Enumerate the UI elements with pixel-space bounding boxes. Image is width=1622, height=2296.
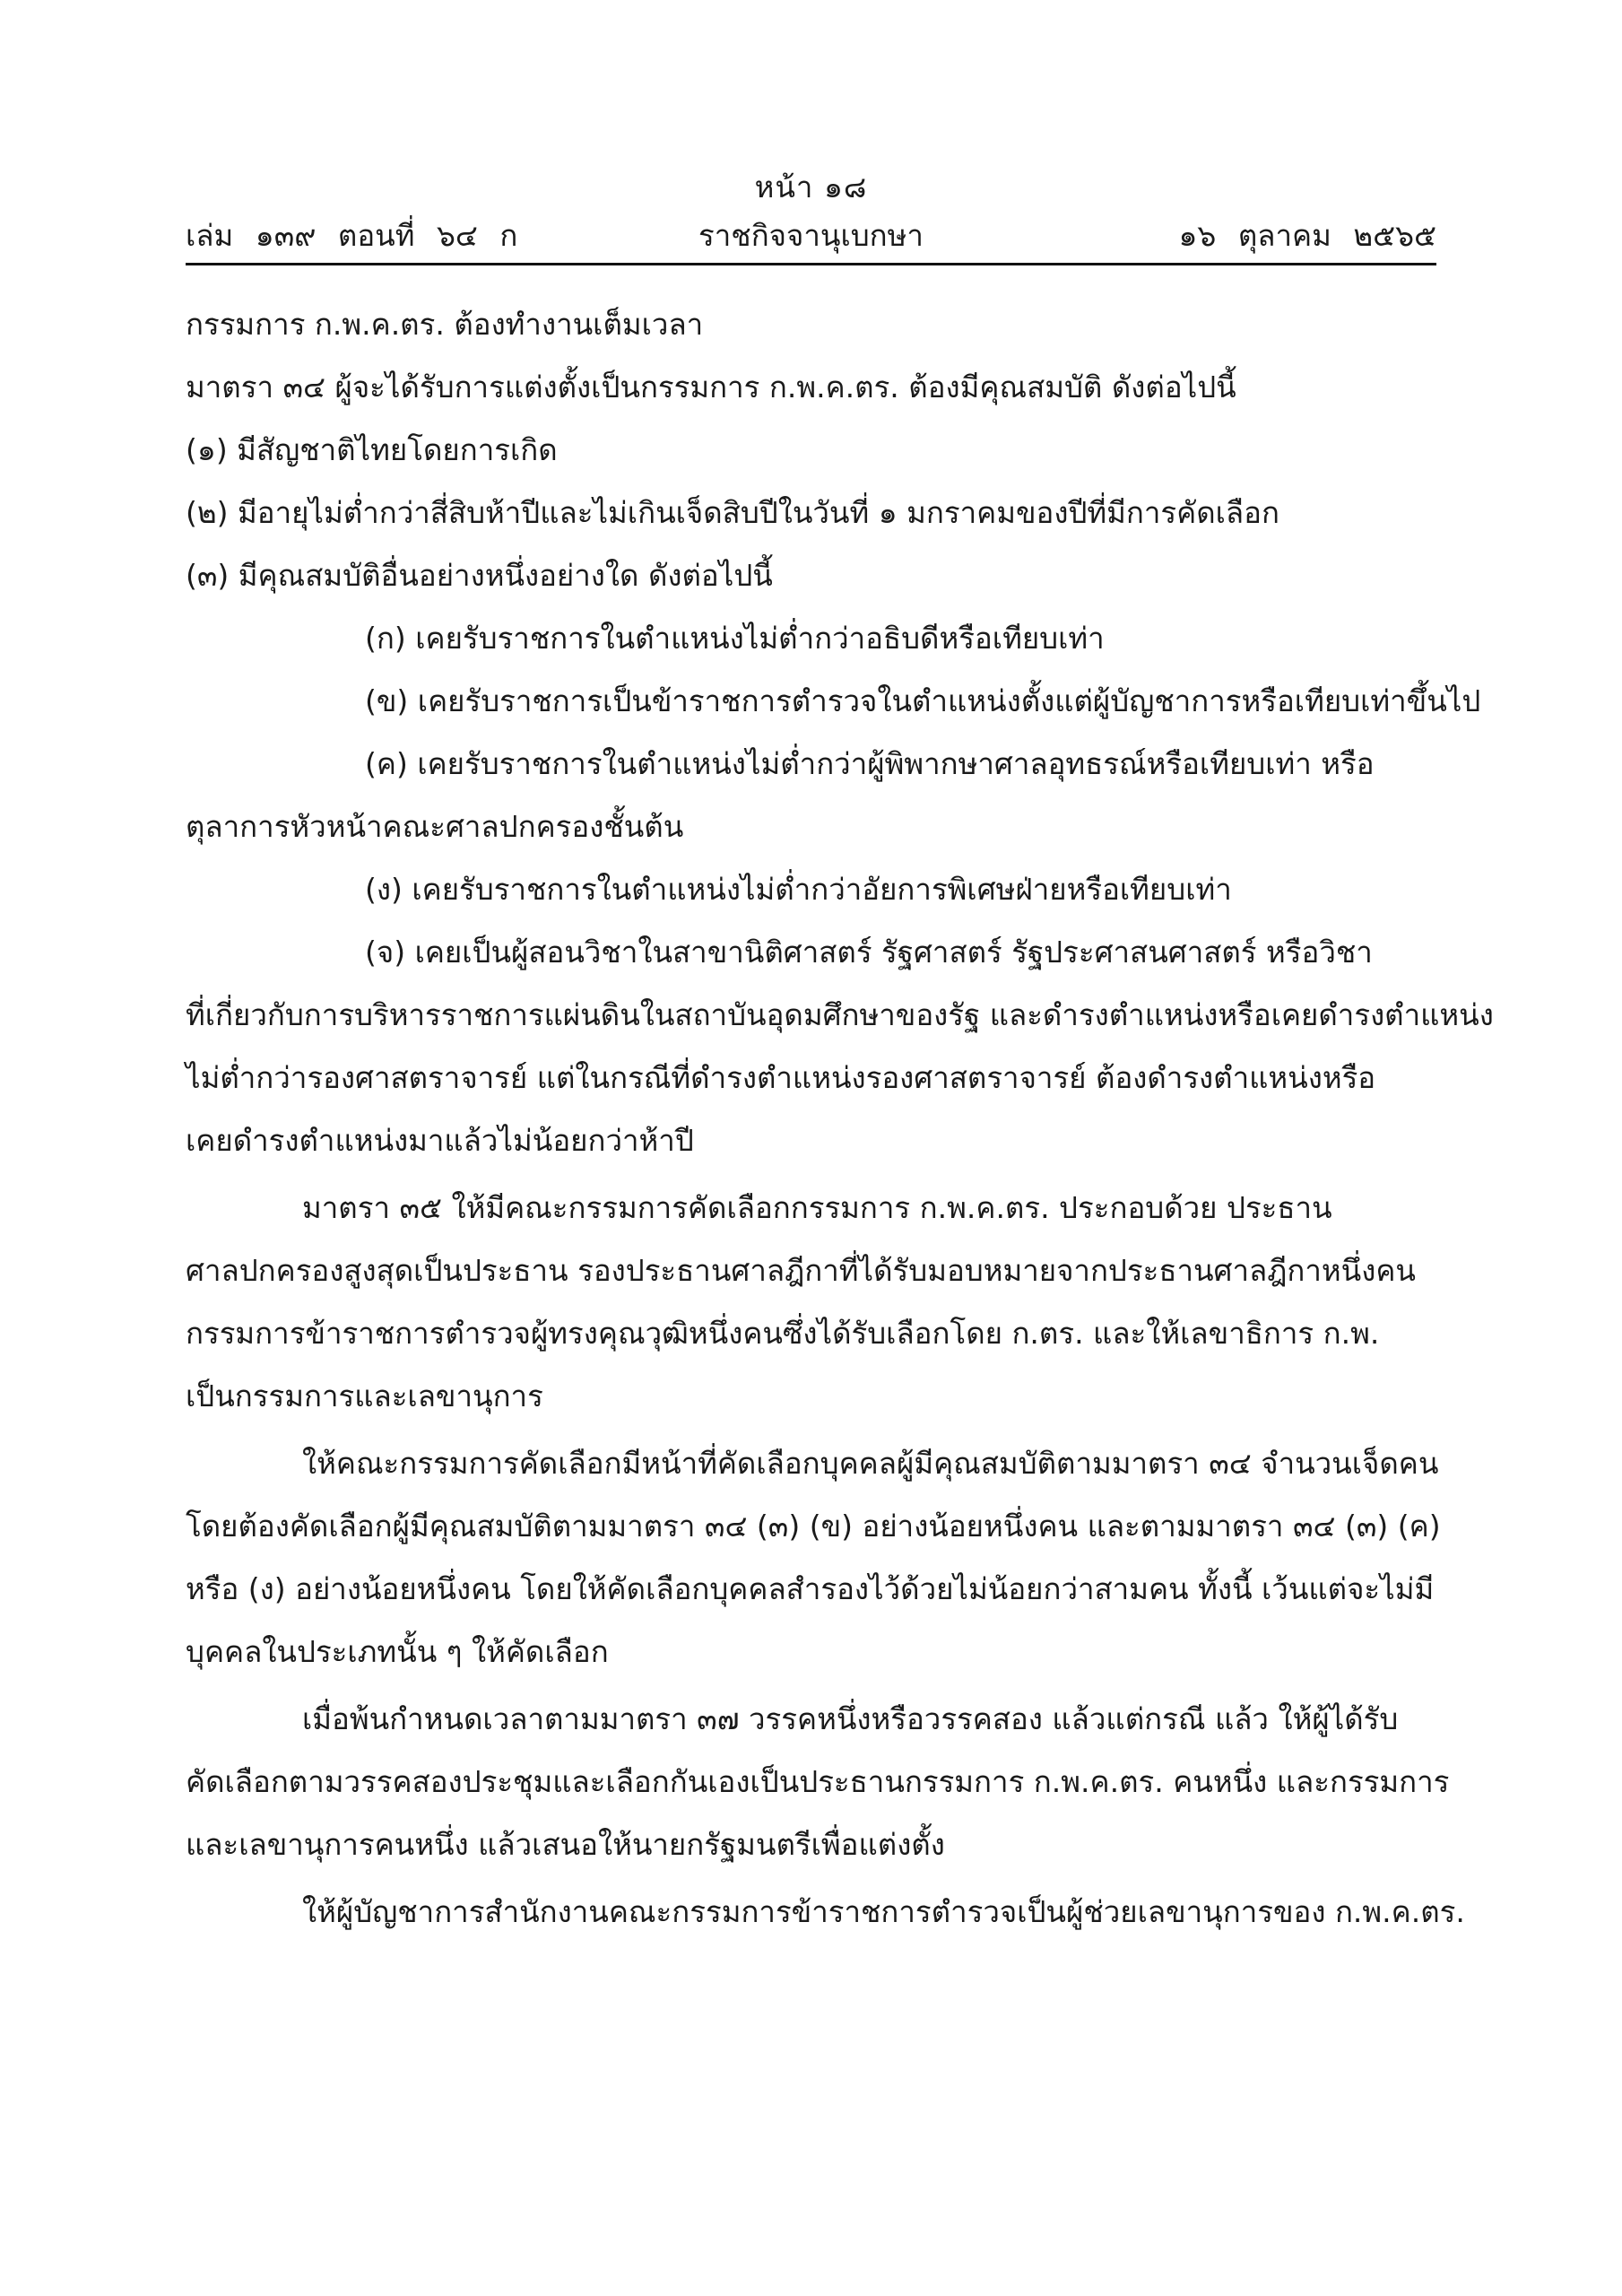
section-35-heading: มาตรา ๓๕ ให้มีคณะกรรมการคัดเลือกกรรมการ ก.พ.ค.ตร. ประกอบด้วย ประธาน	[302, 1190, 1332, 1225]
text-line: ไม่ต่ำกว่ารองศาสตราจารย์ แต่ในกรณีที่ดำรงตำแหน่งรองศาสตราจารย์ ต้องดำรงตำแหน่งหรือ	[186, 1060, 1376, 1095]
list-item-3: (๓) มีคุณสมบัติอื่นอย่างหนึ่งอย่างใด ดังต่อไปนี้	[186, 558, 773, 593]
text-line: โดยต้องคัดเลือกผู้มีคุณสมบัติตามมาตรา ๓๔ (๓) (ข) อย่างน้อยหนึ่งคน และตามมาตรา ๓๔ (๓) (ค)	[186, 1509, 1441, 1544]
publication-title: ราชกิจจานุเบกษา	[698, 218, 924, 253]
paragraph-start: ให้คณะกรรมการคัดเลือกมีหน้าที่คัดเลือกบุคคลผู้มีคุณสมบัติตามมาตรา ๓๔ จำนวนเจ็ดคน	[302, 1446, 1439, 1481]
paragraph-start: เมื่อพ้นกำหนดเวลาตามมาตรา ๓๗ วรรคหนึ่งหรือวรรคสอง แล้วแต่กรณี แล้ว ให้ผู้ได้รับ	[302, 1701, 1399, 1736]
page-number: หน้า ๑๘	[754, 170, 868, 204]
text-line: กรรมการข้าราชการตำรวจผู้ทรงคุณวุฒิหนึ่งคนซึ่งได้รับเลือกโดย ก.ตร. และให้เลขาธิการ ก.พ.	[186, 1316, 1380, 1351]
text-line: หรือ (ง) อย่างน้อยหนึ่งคน โดยให้คัดเลือกบุคคลสำรองไว้ด้วยไม่น้อยกว่าสามคน ทั้งนี้ เว้นแต่จะไม่มี	[186, 1571, 1435, 1606]
text-line: กรรมการ ก.พ.ค.ตร. ต้องทำงานเต็มเวลา	[186, 307, 704, 342]
sub-item-ngo: (ง) เคยรับราชการในตำแหน่งไม่ต่ำกว่าอัยการพิเศษฝ่ายหรือเทียบเท่า	[365, 872, 1232, 907]
sub-item-kho-khwai: (ค) เคยรับราชการในตำแหน่งไม่ต่ำกว่าผู้พิพากษาศาลอุทธรณ์หรือเทียบเท่า หรือ	[365, 746, 1375, 781]
text-line: คัดเลือกตามวรรคสองประชุมและเลือกกันเองเป็นประธานกรรมการ ก.พ.ค.ตร. คนหนึ่ง และกรรมการ	[186, 1764, 1450, 1799]
running-header	[186, 212, 1436, 257]
text-line: ที่เกี่ยวกับการบริหารราชการแผ่นดินในสถาบันอุดมศึกษาของรัฐ และดำรงตำแหน่งหรือเคยดำรงตำแหน่ง	[186, 997, 1494, 1032]
header-divider	[186, 263, 1436, 265]
section-34-heading: มาตรา ๓๔ ผู้จะได้รับการแต่งตั้งเป็นกรรมการ ก.พ.ค.ตร. ต้องมีคุณสมบัติ ดังต่อไปนี้	[186, 370, 1236, 404]
text-line: ศาลปกครองสูงสุดเป็นประธาน รองประธานศาลฎีกาที่ได้รับมอบหมายจากประธานศาลฎีกาหนึ่งคน	[186, 1253, 1416, 1288]
text-line: ตุลาการหัวหน้าคณะศาลปกครองชั้นต้น	[186, 809, 684, 844]
list-item-2: (๒) มีอายุไม่ต่ำกว่าสี่สิบห้าปีและไม่เกินเจ็ดสิบปีในวันที่ ๑ มกราคมของปีที่มีการคัดเลือก	[186, 495, 1279, 530]
text-line: เคยดำรงตำแหน่งมาแล้วไม่น้อยกว่าห้าปี	[186, 1123, 694, 1158]
publication-date: ๑๖ ตุลาคม ๒๕๖๕	[1178, 218, 1436, 253]
sub-item-cho: (จ) เคยเป็นผู้สอนวิชาในสาขานิติศาสตร์ รัฐศาสตร์ รัฐประศาสนศาสตร์ หรือวิชา	[365, 935, 1373, 970]
volume-issue: เล่ม ๑๓๙ ตอนที่ ๖๔ ก	[186, 218, 518, 253]
sub-item-ka: (ก) เคยรับราชการในตำแหน่งไม่ต่ำกว่าอธิบดีหรือเทียบเท่า	[365, 621, 1105, 656]
paragraph-start: ให้ผู้บัญชาการสำนักงานคณะกรรมการข้าราชการตำรวจเป็นผู้ช่วยเลขานุการของ ก.พ.ค.ตร.	[302, 1894, 1465, 1929]
text-line: และเลขานุการคนหนึ่ง แล้วเสนอให้นายกรัฐมนตรีเพื่อแต่งตั้ง	[186, 1827, 945, 1862]
sub-item-kho: (ข) เคยรับราชการเป็นข้าราชการตำรวจในตำแหน่งตั้งแต่ผู้บัญชาการหรือเทียบเท่าขึ้นไป	[365, 683, 1481, 718]
list-item-1: (๑) มีสัญชาติไทยโดยการเกิด	[186, 432, 558, 467]
text-line: บุคคลในประเภทนั้น ๆ ให้คัดเลือก	[186, 1634, 609, 1669]
text-line: เป็นกรรมการและเลขานุการ	[186, 1378, 543, 1413]
